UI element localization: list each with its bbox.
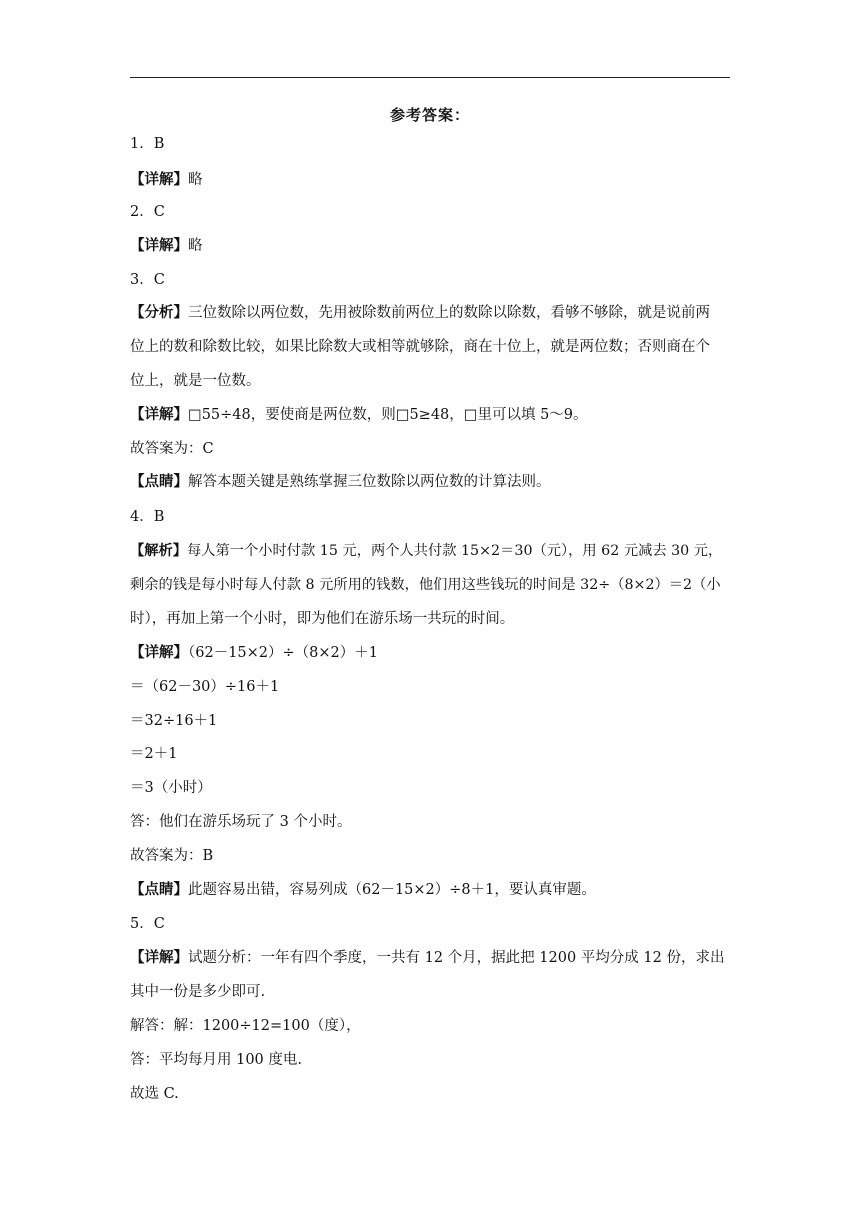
answer-line <box>130 337 730 357</box>
answer-line <box>130 270 730 290</box>
line-text: 解答本题关键是熟练掌握三位数除以两位数的计算法则。 <box>188 474 551 490</box>
line-text: 剩余的钱是每小时每人付款 8 元所用的钱数，他们用这些钱玩的时间是 32÷（8×2）＝2（小 <box>130 577 721 593</box>
line-text: 3．C <box>130 272 165 288</box>
answer-line <box>130 405 730 425</box>
line-text: ＝（62－30）÷16＋1 <box>130 679 280 695</box>
answer-line <box>130 1050 730 1070</box>
section-tag: 【详解】 <box>130 171 188 188</box>
line-text: 每人第一个小时付款 15 元，两个人共付款 15×2＝30（元），用 62 元减去 30 元， <box>187 543 723 559</box>
line-text: ＝2＋1 <box>130 746 178 762</box>
answer-line <box>130 303 730 323</box>
answer-line <box>130 948 730 968</box>
answer-line <box>130 134 730 154</box>
line-text: □55÷48，要使商是两位数，则□5≥48，□里可以填 5～9。 <box>188 407 588 423</box>
line-text: 故选 C. <box>130 1086 179 1102</box>
answer-line <box>130 439 730 459</box>
answer-line <box>130 914 730 934</box>
answer-line <box>130 812 730 832</box>
section-tag: 【详解】 <box>130 406 188 423</box>
line-text: 试题分析：一年有四个季度，一共有 12 个月，据此把 1200 平均分成 12 份，求出 <box>188 950 725 966</box>
answer-line <box>130 236 730 256</box>
line-text: 位上的数和除数比较，如果比除数大或相等就够除，商在十位上，就是两位数；否则商在个 <box>130 339 710 355</box>
line-text: 5．C <box>130 916 165 932</box>
line-text: ＝3（小时） <box>130 780 212 796</box>
answer-line <box>130 507 730 527</box>
line-text: 此题容易出错，容易列成（62－15×2）÷8＋1，要认真审题。 <box>188 882 596 898</box>
answer-line <box>130 711 730 731</box>
answer-line <box>130 575 730 595</box>
answer-line <box>130 778 730 798</box>
section-tag: 【详解】 <box>130 949 188 966</box>
line-text: 其中一份是多少即可. <box>130 984 266 1000</box>
answer-line <box>130 170 730 190</box>
section-tag: 【点睛】 <box>130 881 188 898</box>
answer-line <box>130 1084 730 1104</box>
line-text: ＝32÷16＋1 <box>130 713 218 729</box>
line-text: 1．B <box>130 136 165 152</box>
section-tag: 【分析】 <box>130 304 188 321</box>
line-text: 4．B <box>130 509 165 525</box>
answer-line <box>130 1016 730 1036</box>
line-text: 略 <box>188 172 203 188</box>
section-tag: 【详解】 <box>130 237 188 254</box>
page-title: 参考答案： <box>389 106 470 124</box>
answer-line <box>130 643 730 663</box>
line-text: 答：他们在游乐场玩了 3 个小时。 <box>130 814 352 830</box>
answer-line <box>130 982 730 1002</box>
line-text: 位上，就是一位数。 <box>130 373 261 389</box>
section-tag: 【解析】 <box>130 543 188 559</box>
answer-line <box>130 609 730 629</box>
section-tag: 【详解】 <box>130 644 188 661</box>
answer-line <box>130 880 730 900</box>
answer-line <box>130 677 730 697</box>
header-rule <box>130 77 730 78</box>
line-text: 答：平均每月用 100 度电. <box>130 1052 303 1068</box>
answer-line <box>130 744 730 764</box>
line-text: 三位数除以两位数，先用被除数前两位上的数除以除数，看够不够除，就是说前两 <box>188 305 710 321</box>
answer-line <box>130 371 730 391</box>
answer-line <box>130 541 730 561</box>
answer-line <box>130 202 730 222</box>
line-text: 2．C <box>130 204 165 220</box>
answer-line <box>130 472 730 492</box>
line-text: 解答：解：1200÷12=100（度）， <box>130 1018 361 1034</box>
line-text: 略 <box>188 238 203 254</box>
line-text: 时），再加上第一个小时，即为他们在游乐场一共玩的时间。 <box>130 611 515 627</box>
line-text: 故答案为：B <box>130 848 214 864</box>
line-text: （62－15×2）÷（8×2）＋1 <box>188 645 379 661</box>
section-tag: 【点睛】 <box>130 473 188 490</box>
line-text: 故答案为：C <box>130 441 214 457</box>
answer-line <box>130 846 730 866</box>
